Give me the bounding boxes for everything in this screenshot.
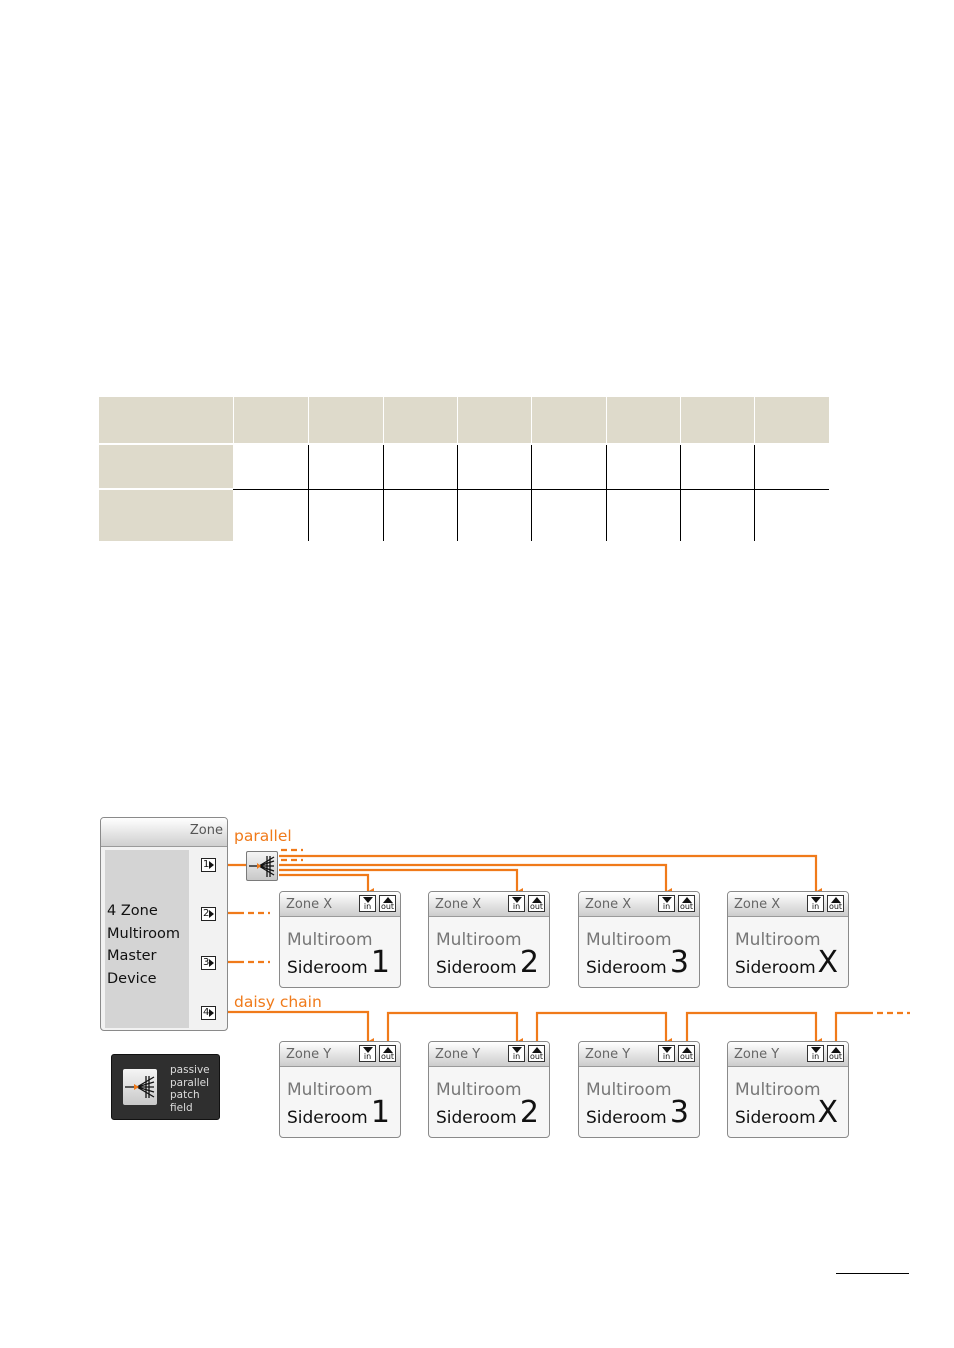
output-port-icon [678,895,695,912]
room-type: Multiroom [735,1080,821,1100]
table-header-cell [308,397,309,443]
output-port-icon [827,1045,844,1062]
table-column-divider [457,445,458,541]
input-port-label: in [512,902,521,911]
input-port-label: in [811,902,820,911]
room-zone-label: Zone X [734,897,781,912]
multiroom-diagram [98,815,910,1145]
patch-field-legend-icon [123,1069,157,1105]
sideroom-card [428,1041,550,1138]
zone-port-3: 3 [201,956,216,970]
room-header [579,1042,699,1067]
output-port-label: out [529,1052,544,1061]
sideroom-card [428,891,550,988]
input-port-label: in [811,1052,820,1061]
room-name: Sideroom [735,958,816,978]
table-column-divider [606,445,607,541]
room-type: Multiroom [436,1080,522,1100]
room-header [280,892,400,917]
room-number: 2 [519,1095,539,1130]
output-port-label: out [828,902,843,911]
legend-line: patch [170,1089,200,1101]
table-column-divider [680,445,681,541]
room-type: Multiroom [735,930,821,950]
room-type: Multiroom [586,930,672,950]
master-title [107,900,187,990]
output-port-label: out [380,902,395,911]
legend-line: field [170,1101,193,1114]
room-zone-label: Zone X [585,897,632,912]
room-type: Multiroom [436,930,522,950]
room-number: 2 [519,945,539,980]
table-header-cell [754,397,755,443]
output-port-label: out [529,902,544,911]
table-header-row [99,397,829,443]
sideroom-card [279,1041,401,1138]
room-header [579,892,699,917]
output-port-label: out [380,1052,395,1061]
output-port-label: out [679,902,694,911]
legend-line: passive [170,1064,210,1076]
table-row-header [99,490,233,541]
table-row-header [99,445,233,488]
sideroom-card [727,891,849,988]
legend-passive-patch-field [111,1054,220,1120]
table-column-divider [754,445,755,541]
legend-line: parallel [170,1076,210,1089]
output-port-icon [379,1045,396,1062]
room-zone-label: Zone Y [286,1047,332,1062]
table-column-divider [531,445,532,541]
room-name: Sideroom [436,1108,517,1128]
input-port-label: in [662,902,671,911]
room-name: Sideroom [436,958,517,978]
room-number: 1 [370,1095,390,1130]
patch-field-icon [246,851,278,881]
room-name: Sideroom [287,958,368,978]
zone-port-1: 1 [201,858,216,872]
footer-rule [836,1273,909,1274]
room-number: X [817,1095,838,1130]
table-header-cell [233,397,234,443]
input-port-icon [508,895,525,912]
empty-table [99,397,829,541]
room-type: Multiroom [287,1080,373,1100]
input-port-label: in [662,1052,671,1061]
output-port-icon [528,895,545,912]
room-name: Sideroom [735,1108,816,1128]
output-port-icon [379,895,396,912]
input-port-label: in [363,1052,372,1061]
table-header-cell [680,397,681,443]
zone-port-4: 4 [201,1006,216,1020]
master-header-label: Zone [189,823,223,838]
room-type: Multiroom [287,930,373,950]
daisy-chain-label: daisy chain [234,993,322,1011]
room-header [728,892,848,917]
room-number: X [817,945,838,980]
room-header [429,892,549,917]
table-header-cell [531,397,532,443]
legend-text [170,1064,220,1114]
input-port-icon [807,1045,824,1062]
input-port-label: in [363,902,372,911]
legend-patch-symbol [123,1069,157,1105]
room-number: 3 [669,945,689,980]
room-header [429,1042,549,1067]
master-title-line: Master [107,948,157,964]
table-header-cell [383,397,384,443]
input-port-label: in [512,1052,521,1061]
input-port-icon [658,895,675,912]
room-number: 1 [370,945,390,980]
room-name: Sideroom [287,1108,368,1128]
input-port-icon [359,1045,376,1062]
sideroom-card [727,1041,849,1138]
room-number: 3 [669,1095,689,1130]
input-port-icon [508,1045,525,1062]
input-port-icon [359,895,376,912]
parallel-label: parallel [234,827,292,845]
input-port-icon [807,895,824,912]
table-column-divider [308,445,309,541]
sideroom-card [279,891,401,988]
master-device [100,817,228,1031]
output-port-label: out [679,1052,694,1061]
room-name: Sideroom [586,958,667,978]
table-header-cell [457,397,458,443]
sideroom-card [578,891,700,988]
output-port-icon [528,1045,545,1062]
input-port-icon [658,1045,675,1062]
room-header [728,1042,848,1067]
output-port-icon [827,895,844,912]
sideroom-card [578,1041,700,1138]
room-zone-label: Zone Y [734,1047,780,1062]
room-type: Multiroom [586,1080,672,1100]
table-header-cell [606,397,607,443]
room-header [280,1042,400,1067]
room-zone-label: Zone Y [435,1047,481,1062]
patch-symbol [247,852,277,880]
master-title-line: Device [107,970,157,987]
zone-port-2: 2 [201,907,216,921]
room-zone-label: Zone Y [585,1047,631,1062]
room-name: Sideroom [586,1108,667,1128]
table-column-divider [383,445,384,541]
output-port-icon [678,1045,695,1062]
room-zone-label: Zone X [286,897,333,912]
master-title-line: 4 Zone [107,903,158,919]
master-header [101,818,227,847]
room-zone-label: Zone X [435,897,482,912]
output-port-label: out [828,1052,843,1061]
master-title-line: Multiroom [107,925,180,942]
